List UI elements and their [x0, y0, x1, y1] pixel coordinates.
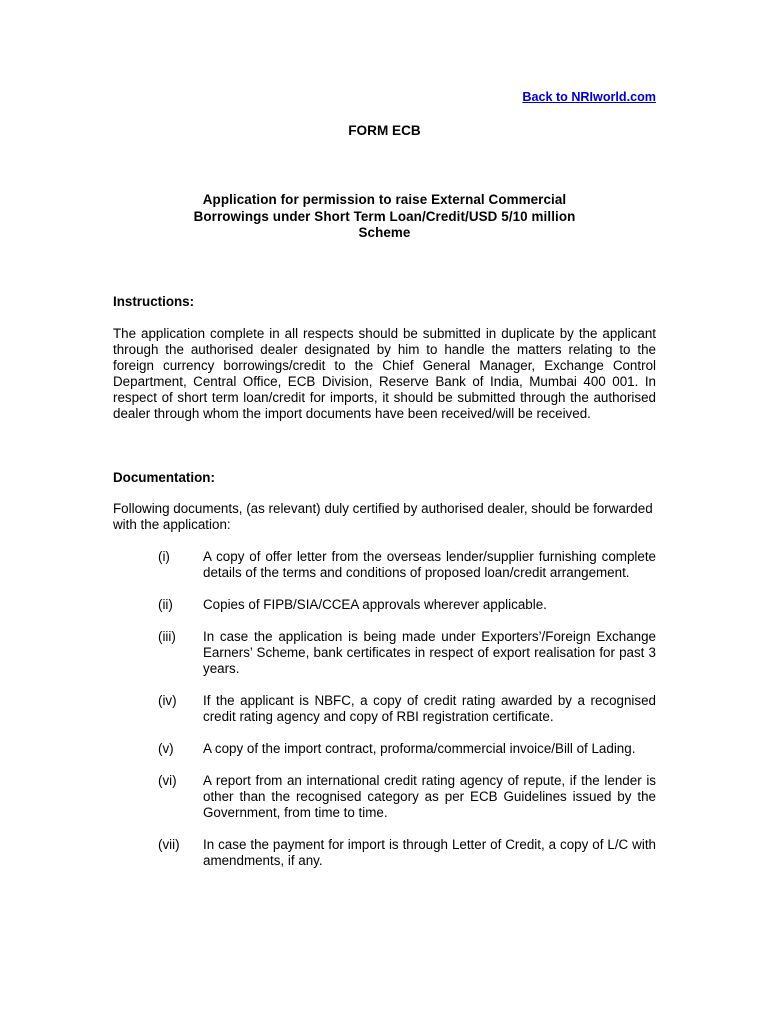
instructions-heading: Instructions:: [113, 294, 195, 309]
item-number: (ii): [158, 597, 173, 612]
item-number: (iii): [158, 629, 176, 644]
item-number: (vii): [158, 837, 180, 852]
application-title-line: Application for permission to raise External Commercial: [202, 192, 567, 207]
item-text: In case the payment for import is through Letter of Credit, a copy of L/C with amendments, if any.: [203, 837, 656, 868]
item-text: Copies of FIPB/SIA/CCEA approvals wherever applicable.: [203, 597, 547, 612]
form-title: FORM ECB: [348, 123, 421, 138]
list-item: [158, 773, 656, 821]
item-text: A copy of offer letter from the overseas lender/supplier furnishing complete details of the terms and conditions of proposed loan/credit arrangement.: [203, 549, 656, 580]
item-text: A report from an international credit rating agency of repute, if the lender is other than the recognised category as per ECB Guidelines issued by the Government, from time to time.: [203, 773, 656, 820]
list-item: [158, 693, 656, 725]
application-title-line: Scheme: [358, 225, 411, 240]
list-item: [158, 741, 656, 757]
application-title: [113, 192, 656, 242]
instructions-paragraph: The application complete in all respects should be submitted in duplicate by the applicant through the authorised dealer designated by him to handle the matters relating to the foreign currency borrowings/credit to the Chief General Manager, Exchange Control Department, Central Office, ECB Division, Reserve Bank of India, Mumbai 400 001. In respect of short term loan/credit for imports, it should be submitted through the authorised dealer through whom the import documents have been received/will be received.: [113, 326, 656, 421]
list-item: [158, 549, 656, 581]
list-item: [158, 597, 656, 613]
item-number: (i): [158, 549, 170, 564]
back-to-nriworld-link[interactable]: Back to NRIworld.com: [522, 90, 656, 104]
item-number: (iv): [158, 693, 177, 708]
item-text: If the applicant is NBFC, a copy of credit rating awarded by a recognised credit rating agency and copy of RBI registration certificate.: [203, 693, 656, 724]
documentation-intro: Following documents, (as relevant) duly certified by authorised dealer, should be forwarded with the application:: [113, 501, 653, 532]
application-title-line: Borrowings under Short Term Loan/Credit/USD 5/10 million: [193, 208, 576, 224]
list-item: [158, 629, 656, 677]
documentation-heading: Documentation:: [113, 470, 215, 485]
list-item: [158, 837, 656, 869]
item-number: (v): [158, 741, 174, 756]
item-number: (vi): [158, 773, 177, 788]
documents-list: [158, 549, 656, 885]
item-text: In case the application is being made under Exporters’/Foreign Exchange Earners’ Scheme, bank certificates in respect of export realisation for past 3 years.: [203, 629, 656, 676]
item-text: A copy of the import contract, proforma/commercial invoice/Bill of Lading.: [203, 741, 636, 756]
